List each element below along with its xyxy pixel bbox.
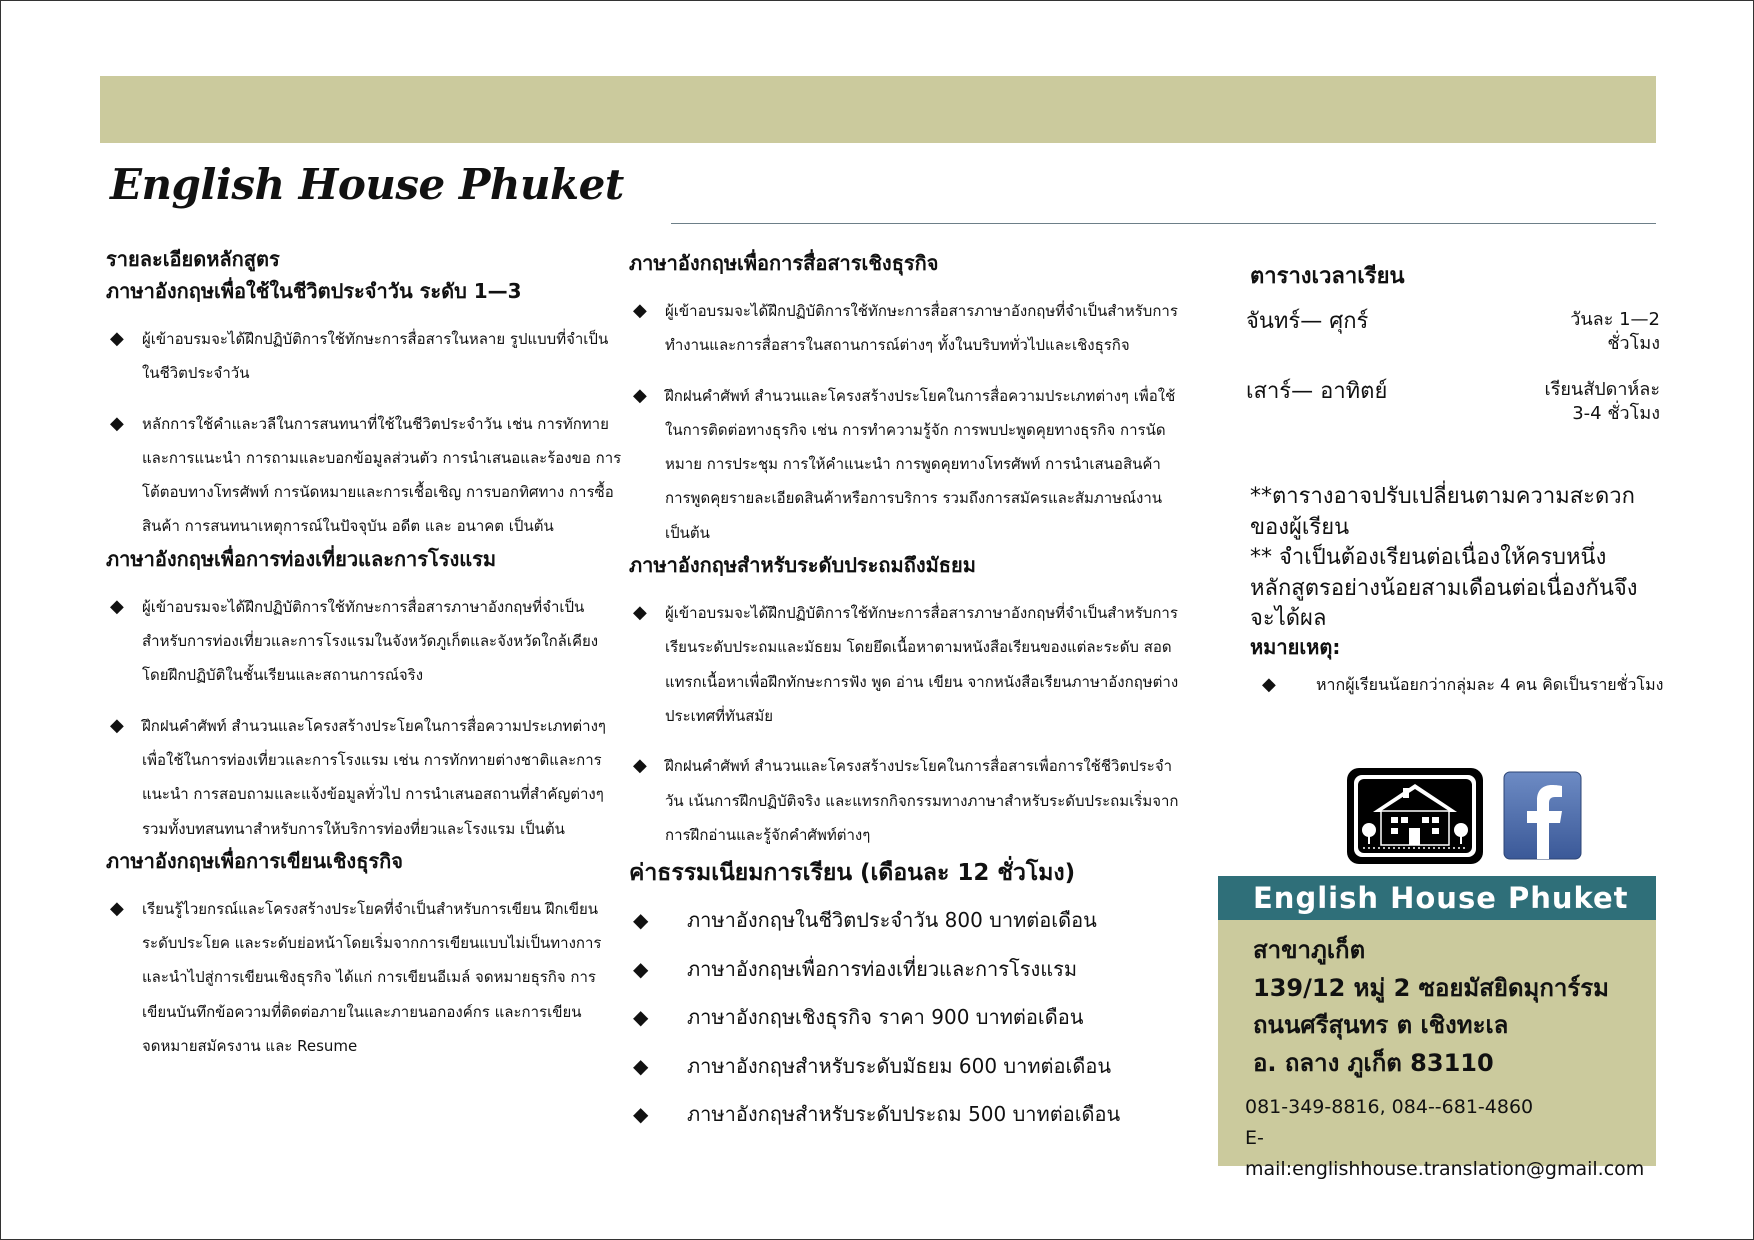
fees-title: ค่าธรรมเนียมการเรียน (เดือนละ 12 ชั่วโมง) bbox=[629, 860, 1076, 887]
section-title-business-writing: ภาษาอังกฤษเพื่อการเขียนเชิงธุรกิจ bbox=[106, 848, 403, 873]
daily-english-bullets bbox=[106, 322, 626, 544]
fee-item bbox=[629, 993, 1174, 1042]
fee-item bbox=[629, 1042, 1174, 1091]
list-item bbox=[629, 596, 1180, 733]
schedule-hours-line: วันละ 1—2 bbox=[1570, 309, 1660, 330]
address-line: 139/12 หมู่ 2 ซอยมัสยิดมุการ์รม bbox=[1253, 973, 1609, 1002]
bullet-text: ผู้เข้าอบรมจะได้ฝึกปฏิบัติการใช้ทักษะการสื่อสารภาษาอังกฤษที่จำเป็นสำหรับการทำงานและการสื่อสารในสถานการณ์ต่างๆ ทั้งในบริบททั่วไปและเชิงธุรกิจ bbox=[665, 302, 1178, 355]
diamond-bullet-icon: ◆ bbox=[633, 300, 647, 321]
fee-item bbox=[629, 1090, 1174, 1139]
column-course-details bbox=[106, 244, 626, 1063]
fee-text: ภาษาอังกฤษเพื่อการท่องเที่ยวและการโรงแรม bbox=[687, 956, 1078, 981]
diamond-bullet-icon: ◆ bbox=[110, 412, 124, 434]
diamond-bullet-icon: ◆ bbox=[633, 602, 647, 624]
list-item bbox=[106, 322, 624, 391]
schedule-hours-line: 3-4 ชั่วโมง bbox=[1572, 403, 1660, 424]
bullet-text: ฝึกฝนคำศัพท์ สำนวนและโครงสร้างประโยคในการสื่อความประเภทต่างๆ เพื่อใช้ในการติดต่อทางธุรกิจ เช่น การทำความรู้จัก การพบปะพูดคุยทางธุรกิจ การนัดหมาย การประชุม การให้คำแนะนำ การพูดคุยทางโทรศัพท์ การนำเสนอสินค้า การพูดคุยรายละเอียดสินค้าหรือการบริการ รวมถึงการสมัครและสัมภาษณ์งาน เป็นต้น bbox=[665, 386, 1176, 542]
bullet-text: ฝึกฝนคำศัพท์ สำนวนและโครงสร้างประโยคในการสื่อสารเพื่อการใช้ชีวิตประจำวัน เน้นการฝึกปฏิบัติจริง และแทรกกิจกรรมทางภาษาสำหรับระดับประถมเริ่มจากการฝึกอ่านและรู้จักคำศัพท์ต่างๆ bbox=[665, 757, 1179, 844]
brand-title: English House Phuket bbox=[110, 160, 624, 209]
primary-secondary-bullets bbox=[629, 596, 1179, 852]
remark-item bbox=[1250, 667, 1666, 703]
course-details-heading: รายละเอียดหลักสูตร bbox=[106, 247, 280, 271]
business-communication-bullets bbox=[629, 294, 1178, 550]
remark-label: หมายเหตุ: bbox=[1250, 634, 1341, 659]
top-color-band bbox=[100, 76, 1656, 143]
list-item bbox=[106, 407, 624, 544]
list-item bbox=[629, 749, 1180, 852]
fee-text: ภาษาอังกฤษสำหรับระดับมัธยม 600 บาทต่อเดือน bbox=[687, 1053, 1112, 1078]
list-item bbox=[629, 294, 1180, 363]
schedule-row-weekday bbox=[1246, 308, 1660, 356]
schedule-hours bbox=[1545, 378, 1660, 426]
diamond-bullet-icon: ◆ bbox=[110, 328, 124, 349]
bullet-text: ผู้เข้าอบรมจะได้ฝึกปฏิบัติการใช้ทักษะการสื่อสารภาษาอังกฤษที่จำเป็นสำหรับการเรียนระดับประถมและมัธยม โดยยึดเนื้อหาตามหนังสือเรียนของแต่ละระดับ สอดแทรกเนื้อหาเพื่อฝึกทักษะการฟัง พูด อ่าน เขียน จากหนังสือเรียนภาษาอังกฤษต่างประเทศที่ทันสมัย bbox=[665, 604, 1179, 725]
section-title-business-communication: ภาษาอังกฤษเพื่อการสื่อสารเชิงธุรกิจ bbox=[629, 251, 939, 275]
fee-text: ภาษาอังกฤษเชิงธุรกิจ ราคา 900 บาทต่อเดือน bbox=[687, 1005, 1084, 1030]
schedule-hours-line: ชั่วโมง bbox=[1607, 333, 1660, 354]
bullet-text: เรียนรู้ไวยกรณ์และโครงสร้างประโยคที่จำเป็นสำหรับการเขียน ฝึกเขียนระดับประโยค และระดับย่อหน้าโดยเริ่มจากการเขียนแบบไม่เป็นทางการและนำไปสู่การเขียนเชิงธุรกิจ ได้แก่ การเขียนอีเมล์ จดหมายธุรกิจ การเขียนบันทึกข้อความที่ติดต่อภายในและภายนอกองค์กร และการเขียนจดหมายสมัครงาน และ Resume bbox=[142, 899, 602, 1056]
bullet-text: ผู้เข้าอบรมจะได้ฝึกปฏิบัติการใช้ทักษะการสื่อสารในหลาย รูปแบบที่จำเป็นในชีวิตประจำวัน bbox=[142, 330, 609, 383]
section-title-primary-secondary: ภาษาอังกฤษสำหรับระดับประถมถึงมัธยม bbox=[629, 553, 976, 578]
diamond-bullet-icon: ◆ bbox=[1262, 673, 1276, 695]
schedule-note: ** จำเป็นต้องเรียนต่อเนื่องให้ครบหนึ่งหลักสูตรอย่างน้อยสามเดือนต่อเนื่องกันจึงจะได้ผล bbox=[1250, 545, 1638, 631]
bullet-text: หลักการใช้คำและวลีในการสนทนาที่ใช้ในชีวิตประจำวัน เช่น การทักทายและการแนะนำ การถามและบอกข้อมูลส่วนตัว การนำเสนอและร้องขอ การโต้ตอบทางโทรศัพท์ การนัดหมายและการเชื้อเชิญ การบอกทิศทาง การซื้อสินค้า การสนทนาเหตุการณ์ในปัจจุบัน อดีต และ อนาคต เป็นต้น bbox=[142, 414, 622, 536]
schedule-row-weekend bbox=[1246, 378, 1660, 426]
house-logo-icon bbox=[1345, 766, 1485, 866]
diamond-bullet-icon: ◆ bbox=[110, 897, 124, 919]
address-line: ถนนศรีสุนทร ต เชิงทะเล bbox=[1253, 1011, 1509, 1039]
list-item bbox=[106, 590, 624, 693]
diamond-bullet-icon: ◆ bbox=[633, 755, 647, 777]
tourism-english-bullets bbox=[106, 590, 626, 846]
facebook-logo-icon bbox=[1503, 771, 1582, 860]
diamond-bullet-icon: ◆ bbox=[110, 595, 124, 617]
diamond-bullet-icon: ◆ bbox=[633, 1005, 649, 1030]
diamond-bullet-icon: ◆ bbox=[633, 1102, 649, 1127]
schedule-days: เสาร์— อาทิตย์ bbox=[1246, 379, 1388, 404]
diamond-bullet-icon: ◆ bbox=[633, 956, 649, 981]
diamond-bullet-icon: ◆ bbox=[110, 714, 124, 736]
list-item bbox=[106, 892, 624, 1063]
list-item bbox=[629, 379, 1180, 550]
schedule-days: จันทร์— ศุกร์ bbox=[1246, 309, 1369, 334]
diamond-bullet-icon: ◆ bbox=[633, 1053, 649, 1078]
address-line: อ. ถลาง ภูเก็ต 83110 bbox=[1253, 1048, 1494, 1077]
diamond-bullet-icon: ◆ bbox=[633, 908, 649, 933]
column-business-and-school bbox=[629, 248, 1179, 1139]
schedule-title: ตารางเวลาเรียน bbox=[1250, 264, 1405, 289]
schedule-hours bbox=[1570, 308, 1660, 356]
section-title-tourism-english: ภาษาอังกฤษเพื่อการท่องเที่ยวและการโรงแรม bbox=[106, 546, 497, 571]
phone-numbers: 081-349-8816, 084--681-4860 bbox=[1245, 1096, 1534, 1118]
column-schedule bbox=[1246, 262, 1664, 703]
schedule-note: **ตารางอาจปรับเปลี่ยนตามความสะดวกของผู้เรียน bbox=[1250, 484, 1635, 540]
bullet-text: ฝึกฝนคำศัพท์ สำนวนและโครงสร้างประโยคในการสื่อความประเภทต่างๆ เพื่อใช้ในการท่องเที่ยวและการโรงแรม เช่น การทักทายต่างชาติและการแนะนำ การสอบถามและแจ้งข้อมูลทั่วไป การนำเสนอสถานที่สำคัญต่างๆ รวมทั้งบทสนทนาสำหรับการให้บริการท่องที่ยวและโรงแรม เป็นต้น bbox=[142, 716, 606, 838]
fee-item bbox=[629, 945, 1174, 994]
list-item bbox=[106, 709, 624, 846]
email-address: E-mail:englishhouse.translation@gmail.com bbox=[1245, 1127, 1645, 1180]
schedule-hours-line: เรียนสัปดาห์ละ bbox=[1544, 379, 1660, 400]
business-writing-bullets bbox=[106, 892, 626, 1063]
contact-header: English House Phuket bbox=[1218, 876, 1656, 920]
fee-text: ภาษาอังกฤษสำหรับระดับประถม 500 บาทต่อเดือน bbox=[687, 1102, 1121, 1127]
schedule-notes bbox=[1250, 482, 1660, 635]
section-title-daily-english: ภาษาอังกฤษเพื่อใช้ในชีวิตประจำวัน ระดับ 1—3 bbox=[106, 279, 522, 303]
fee-list bbox=[629, 896, 1174, 1139]
title-divider bbox=[671, 223, 1656, 224]
fee-item bbox=[629, 896, 1174, 945]
contact-details bbox=[1245, 932, 1653, 1185]
diamond-bullet-icon: ◆ bbox=[633, 384, 647, 406]
remark-text: หากผู้เรียนน้อยกว่ากลุ่มละ 4 คน คิดเป็นรายชั่วโมง bbox=[1316, 674, 1664, 694]
bullet-text: ผู้เข้าอบรมจะได้ฝึกปฏิบัติการใช้ทักษะการสื่อสารภาษาอังกฤษที่จำเป็นสำหรับการท่องเที่ยวและการโรงแรมในจังหวัดภูเก็ตและจังหวัดใกล้เคียง โดยฝึกปฏิบัติในชั้นเรียนและสถานการณ์จริง bbox=[142, 597, 599, 685]
fee-text: ภาษาอังกฤษในชีวิตประจำวัน 800 บาทต่อเดือน bbox=[687, 908, 1097, 933]
branch-name: สาขาภูเก็ต bbox=[1253, 936, 1366, 964]
